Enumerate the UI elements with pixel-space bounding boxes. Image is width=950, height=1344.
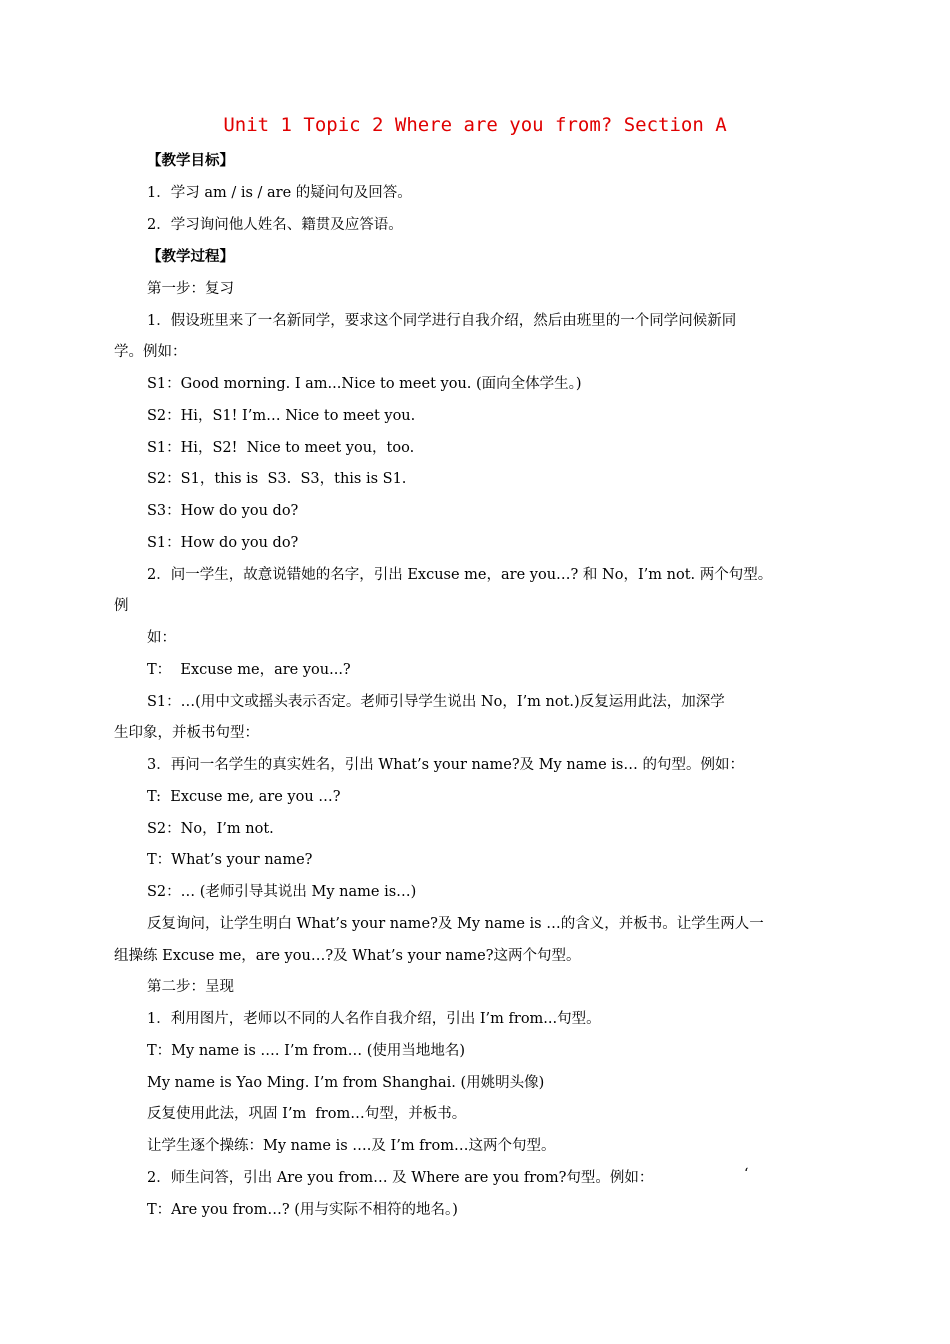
stray-quote-mark: ‘: [744, 1166, 749, 1182]
step-heading: 第二步：呈现: [147, 979, 234, 995]
heading-teaching-process: 【教学过程】: [147, 248, 234, 265]
step-heading: 第一步：复习: [147, 281, 234, 297]
heading-teaching-goals: 【教学目标】: [147, 152, 234, 169]
paragraph-line: 生印象，并板书句型：: [114, 725, 259, 741]
dialogue-line: T： Excuse me，are you...?: [147, 662, 351, 678]
paragraph-line: 反复询问，让学生明白 What’s your name?及 My name is …的含义，并板书。让学生两人一: [147, 916, 764, 932]
dialogue-line: T：What’s your name?: [147, 852, 313, 868]
dialogue-line: T：Are you from…? (用与实际不相符的地名。): [147, 1202, 458, 1218]
dialogue-line: S2：No，I’m not.: [147, 821, 274, 837]
dialogue-line: T：My name is …. I’m from… (使用当地地名): [147, 1043, 466, 1059]
paragraph-line: 例: [114, 598, 129, 614]
paragraph-line: 2．问一学生，故意说错她的名字，引出 Excuse me，are you…? 和 No，I’m not. 两个句型。: [147, 567, 773, 583]
document-title: Unit 1 Topic 2 Where are you from? Section A: [223, 114, 727, 136]
paragraph-line: 1．学习 am / is / are 的疑问句及回答。: [147, 185, 412, 201]
paragraph-line: 1．利用图片，老师以不同的人名作自我介绍，引出 I’m from...句型。: [147, 1011, 601, 1027]
dialogue-line: S2：S1，this is S3. S3，this is S1.: [147, 471, 407, 487]
dialogue-line: S3：How do you do?: [147, 503, 299, 519]
paragraph-line: 3．再问一名学生的真实姓名，引出 What’s your name?及 My name is… 的句型。例如：: [147, 757, 744, 773]
paragraph-line: 反复使用此法，巩固 I’m from…句型，并板书。: [147, 1106, 467, 1122]
dialogue-line: S1：How do you do?: [147, 535, 299, 551]
paragraph-line: 2．师生问答，引出 Are you from… 及 Where are you from?句型。例如：: [147, 1170, 654, 1186]
dialogue-line: My name is Yao Ming. I’m from Shanghai. (用姚明头像): [147, 1075, 545, 1091]
paragraph-line: 2．学习询问他人姓名、籍贯及应答语。: [147, 217, 403, 233]
dialogue-line: S2：Hi，S1! I’m… Nice to meet you.: [147, 408, 416, 424]
paragraph-line: 1．假设班里来了一名新同学，要求这个同学进行自我介绍，然后由班里的一个同学问候新同: [147, 313, 737, 329]
dialogue-line: T: Excuse me, are you …?: [147, 789, 341, 805]
paragraph-line: 组操练 Excuse me，are you…?及 What’s your name?这两个句型。: [114, 948, 581, 964]
paragraph-line: 让学生逐个操练：My name is ….及 I’m from…这两个句型。: [147, 1138, 556, 1154]
dialogue-line: S2：… (老师引导其说出 My name is…): [147, 884, 417, 900]
paragraph-line: 学。例如：: [114, 344, 187, 360]
dialogue-line: S1：…(用中文或摇头表示否定。老师引导学生说出 No，I’m not.)反复运用此法，加深学: [147, 694, 725, 710]
dialogue-line: S1：Good morning. I am...Nice to meet you. (面向全体学生。): [147, 376, 582, 392]
dialogue-line: S1：Hi，S2! Nice to meet you，too.: [147, 440, 415, 456]
paragraph-line: 如：: [147, 630, 176, 646]
